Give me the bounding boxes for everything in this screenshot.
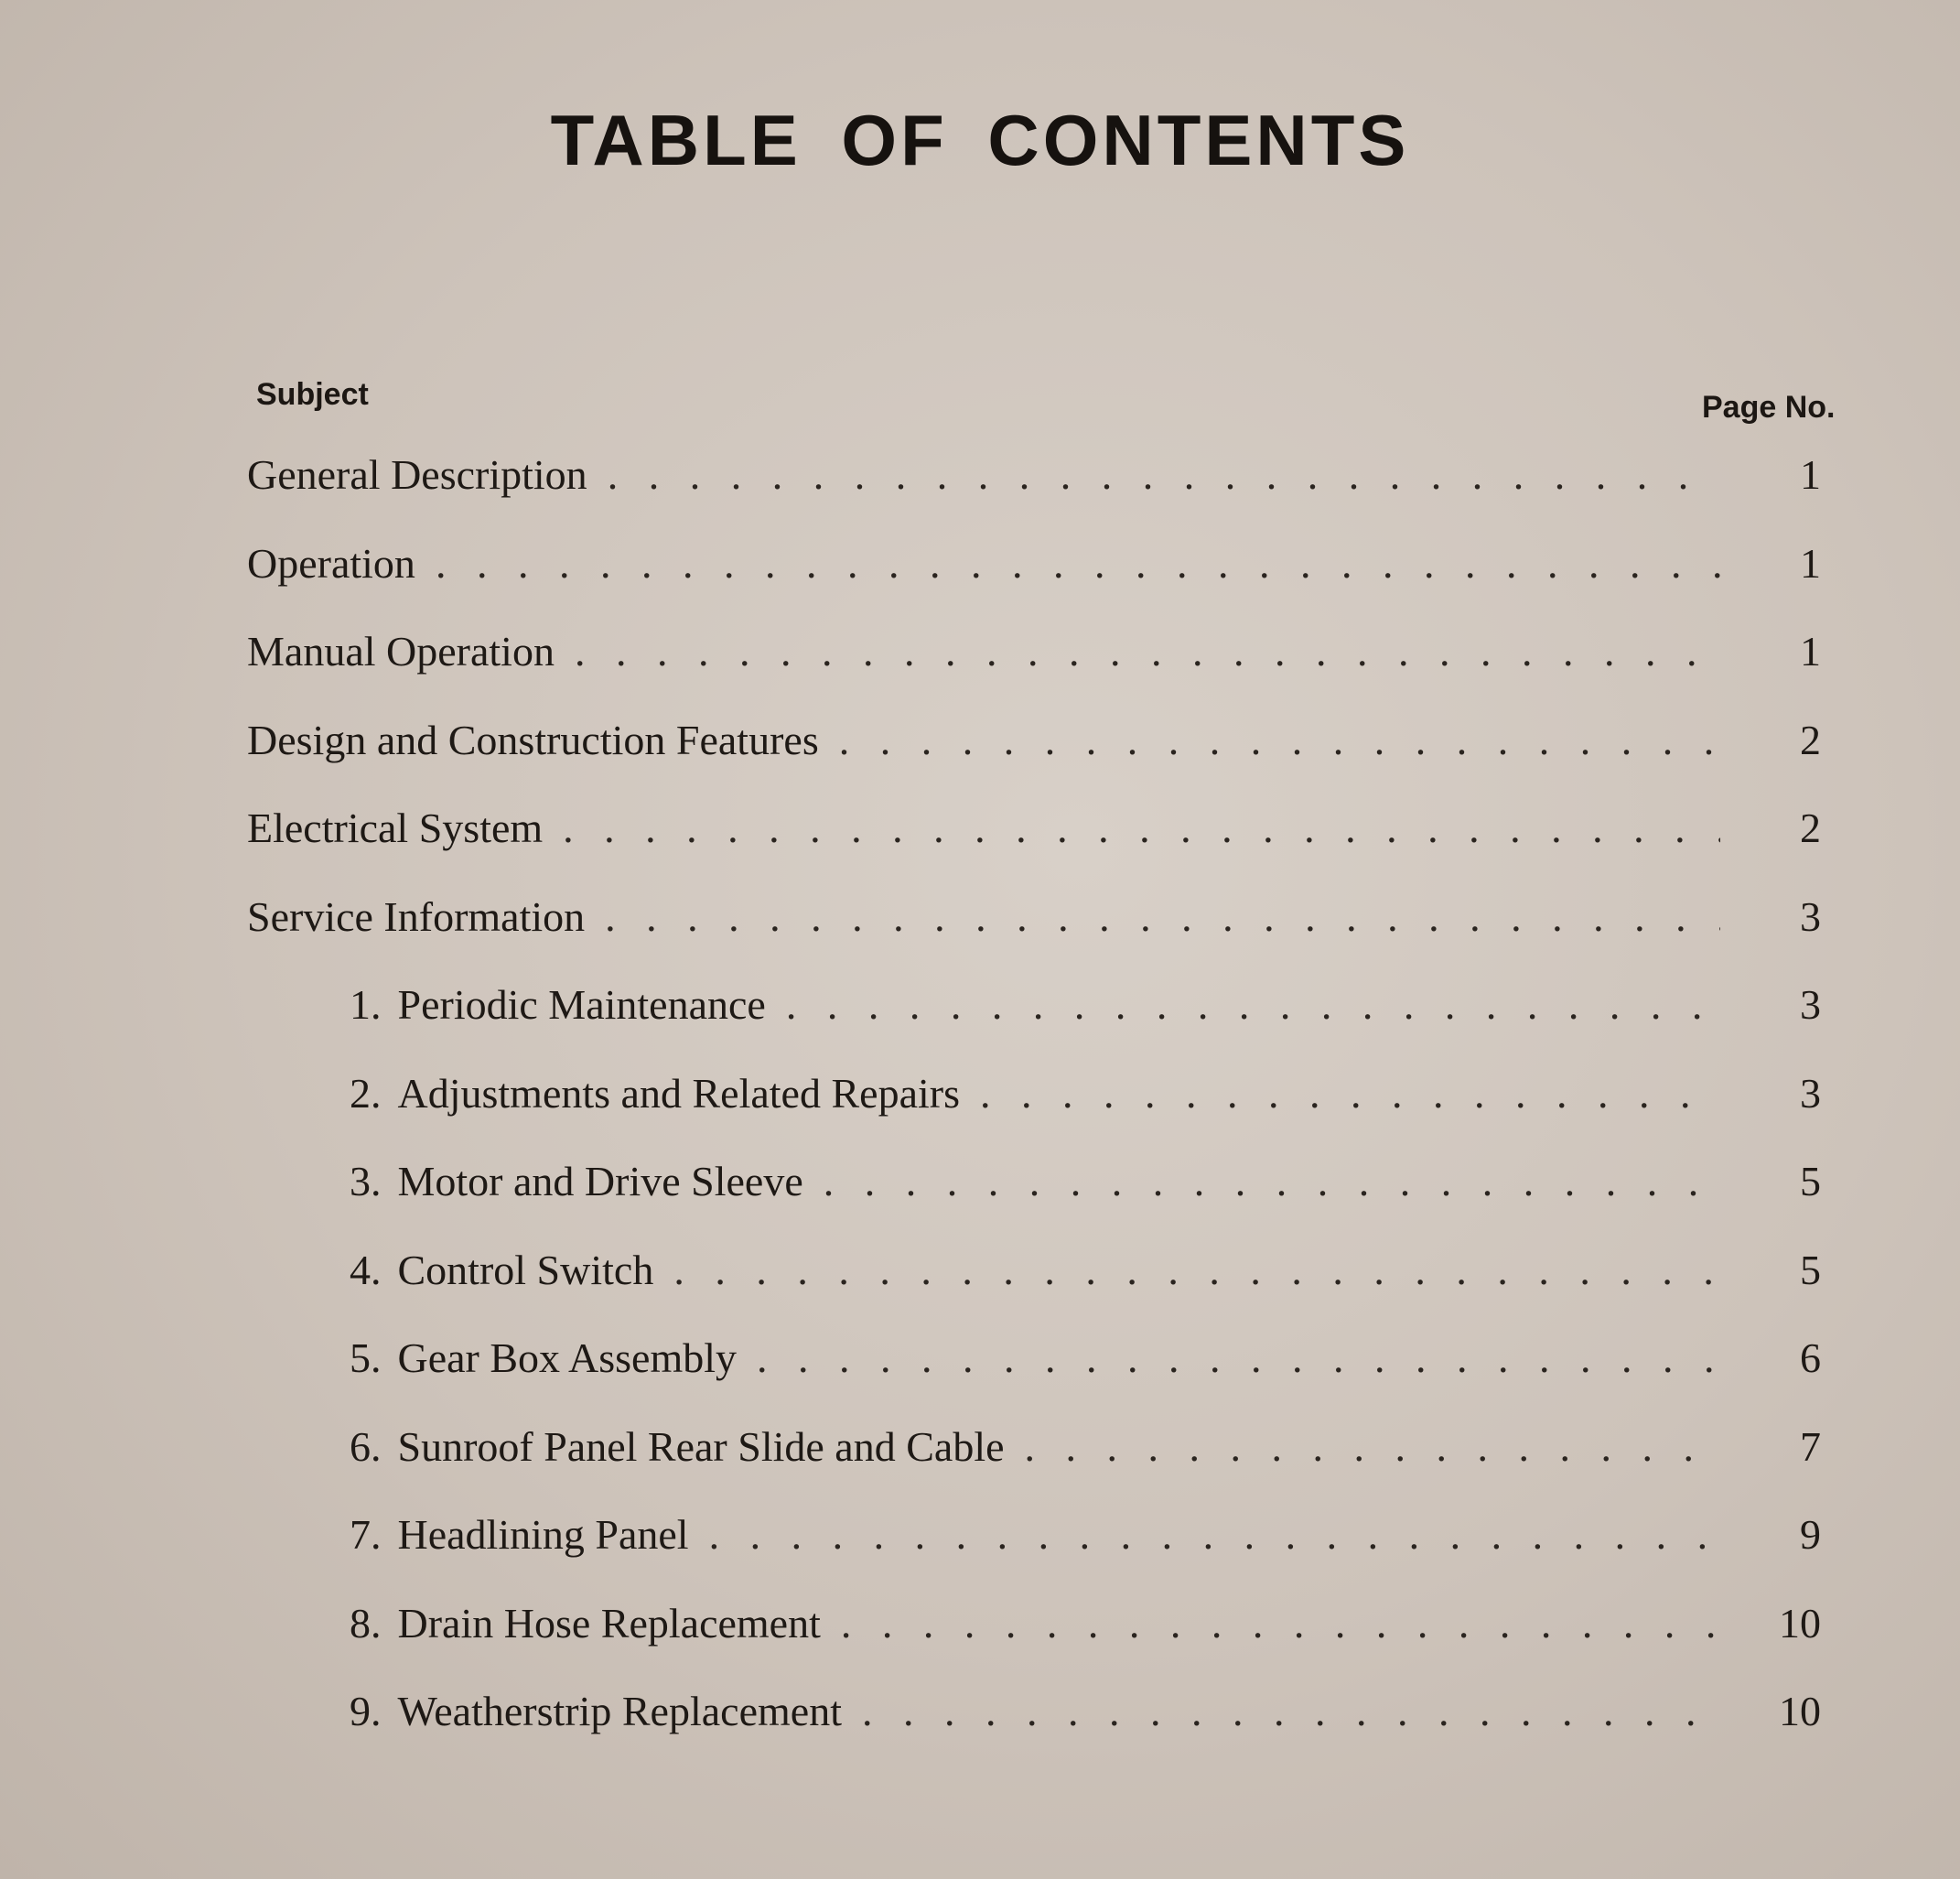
dot-leader [575, 627, 1720, 675]
toc-entry-page: 10 [1779, 1599, 1821, 1647]
toc-subentry [247, 1510, 1830, 1599]
toc-entry-label: Manual Operation [247, 628, 555, 675]
dot-leader [862, 1687, 1720, 1735]
toc-subentry [247, 1422, 1830, 1511]
toc-subentry [247, 1246, 1830, 1334]
toc-entry-page: 1 [1800, 539, 1821, 587]
page-number-column-header: Page No. [1702, 390, 1836, 425]
dot-leader [841, 1599, 1720, 1647]
toc-subentry [247, 1687, 1830, 1776]
toc-entry [247, 892, 1830, 981]
toc-entry-label: 5. Gear Box Assembly [350, 1334, 738, 1381]
toc-entry-page: 2 [1800, 716, 1821, 763]
toc-entry [247, 539, 1830, 628]
dot-leader [757, 1334, 1720, 1382]
toc-entry-page: 7 [1800, 1422, 1821, 1470]
subject-column-header: Subject [256, 377, 369, 412]
dot-leader [1025, 1422, 1720, 1471]
toc-subentry [247, 1157, 1830, 1246]
dot-leader [608, 450, 1720, 499]
toc-entry-label: 1. Periodic Maintenance [350, 981, 766, 1028]
toc-entry-page: 1 [1800, 451, 1821, 498]
toc-entry-page: 6 [1800, 1334, 1821, 1381]
toc-entry-number: 3. [350, 1158, 382, 1204]
toc-subentry [247, 980, 1830, 1069]
toc-entry-label: 2. Adjustments and Related Repairs [350, 1069, 960, 1117]
toc-entry-number: 7. [350, 1511, 382, 1558]
dot-leader [436, 539, 1720, 588]
toc-entry [247, 716, 1830, 805]
toc-entry-page: 3 [1800, 981, 1821, 1028]
dot-leader [563, 804, 1720, 852]
toc-entry [247, 450, 1830, 539]
toc-entry-number: 2. [350, 1069, 382, 1117]
toc-entry-number: 8. [350, 1599, 382, 1647]
table-of-contents [247, 450, 1830, 1776]
toc-entry-number: 5. [350, 1334, 382, 1381]
toc-entry-label: 7. Headlining Panel [350, 1511, 689, 1558]
toc-entry [247, 804, 1830, 892]
toc-entry-label: 8. Drain Hose Replacement [350, 1599, 821, 1647]
dot-leader [786, 980, 1720, 1029]
dot-leader [709, 1510, 1720, 1559]
toc-subentry [247, 1599, 1830, 1688]
toc-entry-label: 3. Motor and Drive Sleeve [350, 1158, 803, 1204]
dot-leader [980, 1069, 1720, 1118]
toc-entry-page: 9 [1800, 1511, 1821, 1558]
toc-entry-label: Service Information [247, 892, 586, 940]
toc-subentry [247, 1334, 1830, 1422]
toc-entry-page: 5 [1800, 1246, 1821, 1293]
toc-entry-number: 4. [350, 1246, 382, 1293]
toc-entry-page: 3 [1800, 1069, 1821, 1117]
dot-leader [839, 716, 1720, 764]
toc-entry-number: 9. [350, 1688, 382, 1734]
toc-entry-page: 10 [1779, 1688, 1821, 1734]
toc-subentry [247, 1069, 1830, 1158]
page-title: TABLE OF CONTENTS [550, 100, 1410, 180]
dot-leader [605, 892, 1720, 941]
toc-entry-number: 1. [350, 981, 382, 1028]
toc-entry-page: 2 [1800, 805, 1821, 851]
toc-entry-label: General Description [247, 451, 587, 498]
dot-leader [673, 1246, 1720, 1294]
toc-entry [247, 627, 1830, 716]
toc-entry-label: 6. Sunroof Panel Rear Slide and Cable [350, 1422, 1005, 1470]
dot-leader [824, 1157, 1720, 1205]
toc-entry-page: 3 [1800, 892, 1821, 940]
toc-entry-number: 6. [350, 1422, 382, 1470]
toc-entry-label: Operation [247, 539, 415, 587]
toc-entry-page: 5 [1800, 1158, 1821, 1204]
toc-entry-label: Design and Construction Features [247, 716, 819, 763]
toc-entry-page: 1 [1800, 628, 1821, 675]
toc-entry-label: 4. Control Switch [350, 1246, 654, 1293]
toc-entry-label: 9. Weatherstrip Replacement [350, 1688, 842, 1734]
toc-entry-label: Electrical System [247, 805, 544, 851]
